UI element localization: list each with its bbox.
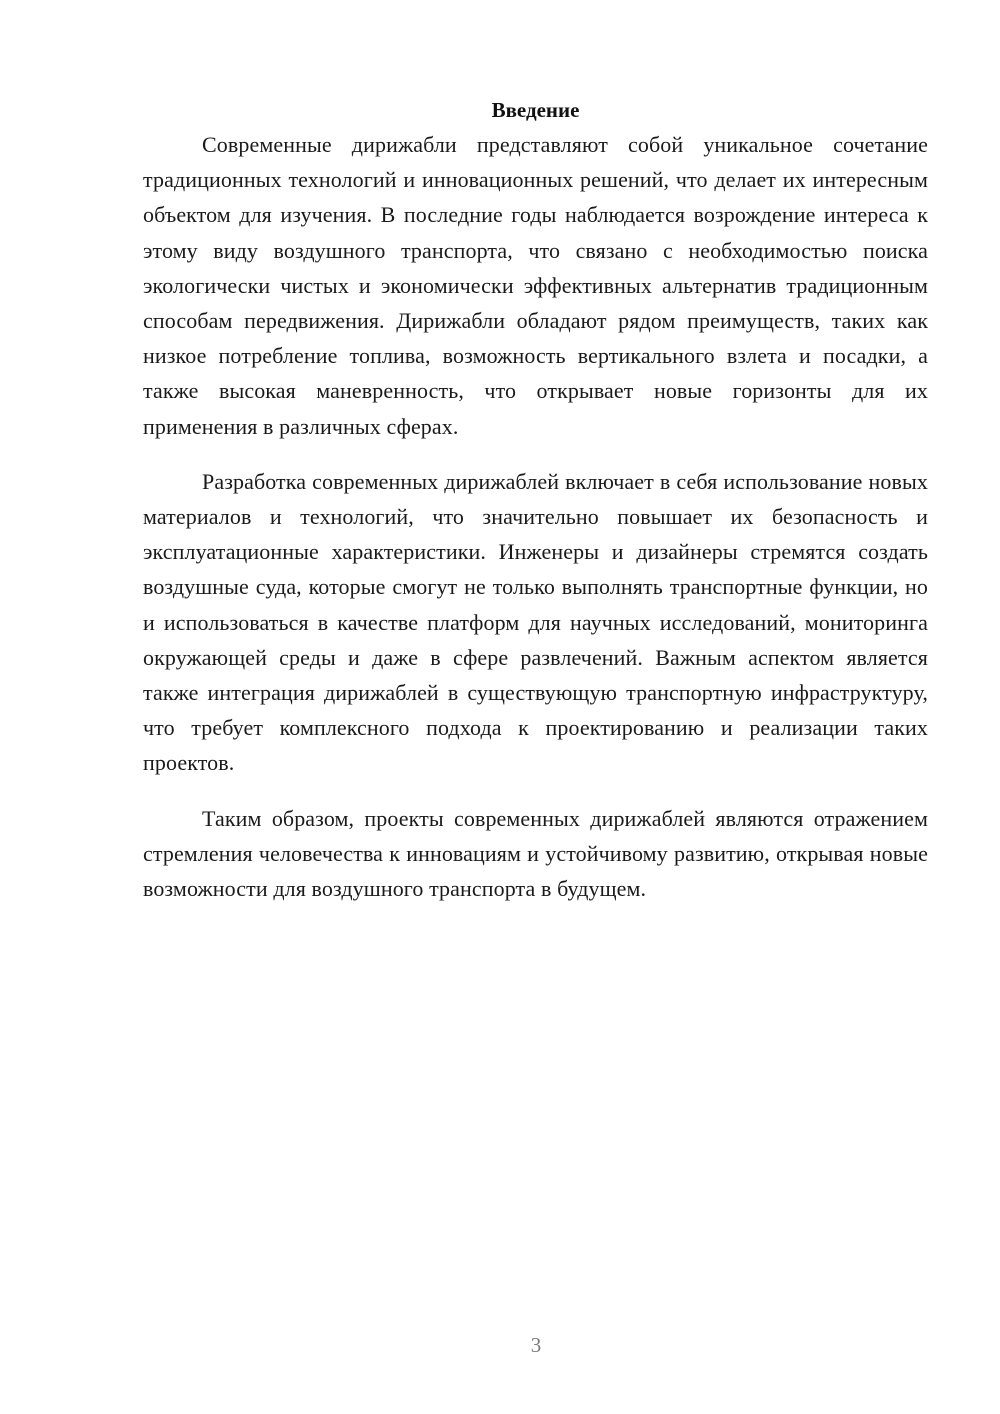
paragraph-3: Таким образом, проекты современных дирижаблей являются отражением стремления человечества к инновациям и устойчивому развитию, открывая новые возможности для воздушного транспорта в будущем.	[143, 805, 928, 902]
paragraph-1: Современные дирижабли представляют собой уникальное сочетание традиционных технологий и инновационных решений, что делает их интересным объектом для изучения. В последние годы наблюдается возрождение интереса к этому виду воздушного транспорта, что связано с необходимостью поиска экологически чистых и экономически эффективных альтернатив традиционным способам передвижения. Дирижабли обладают рядом преимуществ, таких как низкое потребление топлива, возможность вертикального взлета и посадки, а также высокая маневренность, что открывает новые горизонты для их применения в различных сферах.	[143, 132, 928, 439]
section-title: Введение	[491, 98, 580, 122]
page-number: 3	[530, 1333, 542, 1357]
page-content	[143, 95, 928, 906]
paragraph-2: Разработка современных дирижаблей включает в себя использование новых материалов и технологий, что значительно повышает их безопасность и эксплуатационные характеристики. Инженеры и дизайнеры стремятся создать воздушные суда, которые смогут не только выполнять транспортные функции, но и использоваться в качестве платформ для научных исследований, мониторинга окружающей среды и даже в сфере развлечений. Важным аспектом является также интеграция дирижаблей в существующую транспортную инфраструктуру, что требует комплексного подхода к проектированию и реализации таких проектов.	[143, 468, 928, 776]
